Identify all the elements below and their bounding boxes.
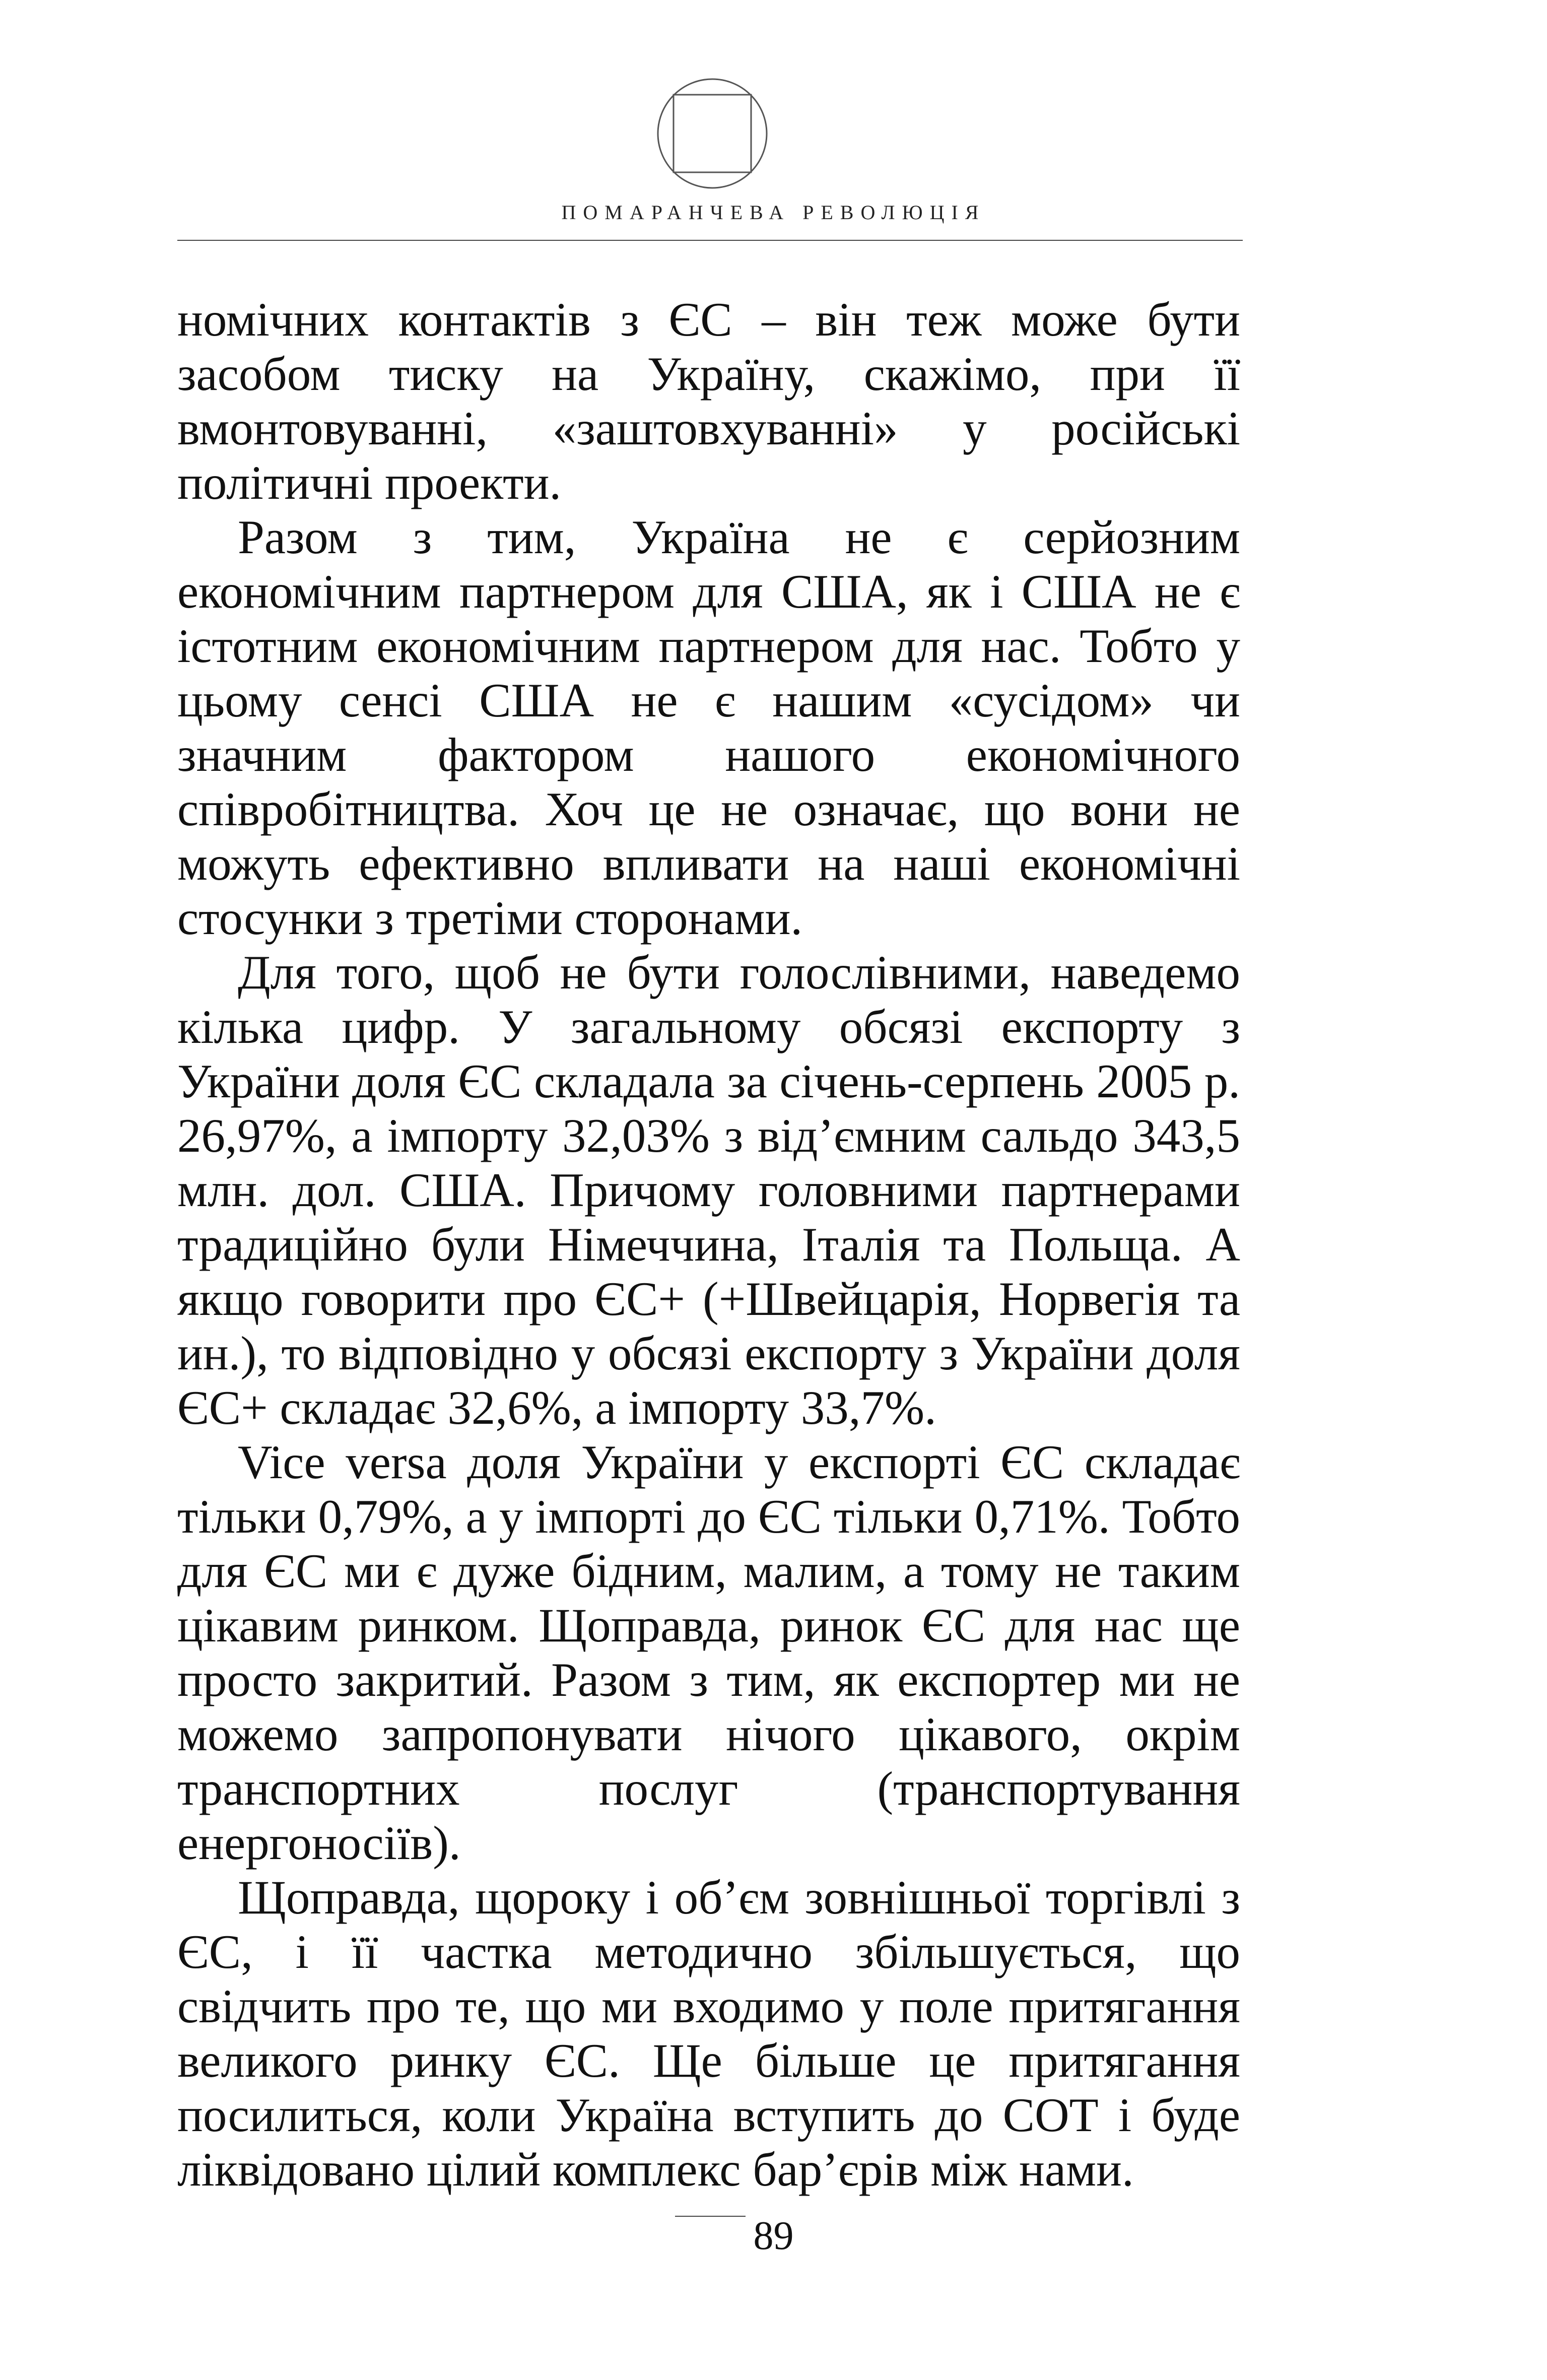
paragraph: Для того, щоб не бути голослівними, наведемо кілька цифр. У загальному обсязі експорту з України доля ЄС складала за січень-серпень 2005 р. 26,97%, а імпорту 32,03% з від’ємним сальдо 343,5 млн. дол. США. Причому головними партнерами традиційно були Німеччина, Італія та Польща. А якщо говорити про ЄС+ (+Швейцарія, Норвегія та ин.), то відповідно у обсязі експорту з України доля ЄС+ складає 32,6%, а імпорту 33,7%. [177,946,1240,1434]
page-body-text [177,292,1240,2197]
page-number: 89 [753,2214,794,2258]
header-divider [177,240,1243,241]
paragraph: Vice versa доля України у експорті ЄС складає тільки 0,79%, а у імпорті до ЄС тільки 0,71%. Тобто для ЄС ми є дуже бідним, малим, а тому не таким цікавим ринком. Щоправда, ринок ЄС для нас ще просто закритий. Разом з тим, як експортер ми не можемо запропонувати нічого цікавого, окрім транспортних послуг (транспортування енергоносіїв). [177,1435,1240,1870]
paragraph-continuation: номічних контактів з ЄС – він теж може бути засобом тиску на Україну, скажімо, при її вмонтовуванні, «заштовхуванні» у російські політичні проекти. [177,293,1240,509]
running-header-title: ПОМАРАНЧЕВА РЕВОЛЮЦІЯ [561,201,986,224]
paragraph: Щоправда, щороку і об’єм зовнішньої торгівлі з ЄС, і її частка методично збільшується, що свідчить про те, що ми входимо у поле притягання великого ринку ЄС. Ще більше це притягання посилиться, коли Україна вступить до СОТ і буде ліквідовано цілий комплекс бар’єрів між нами. [177,1871,1240,2196]
circle-square-emblem-icon [654,76,770,191]
paragraph: Разом з тим, Україна не є серйозним економічним партнером для США, як і США не є істотним економічним партнером для нас. Тобто у цьому сенсі США не є нашим «сусідом» чи значним фактором нашого економічного співробітництва. Хоч це не означає, що вони не можуть ефективно впливати на наші економічні стосунки з третіми сторонами. [177,510,1240,945]
